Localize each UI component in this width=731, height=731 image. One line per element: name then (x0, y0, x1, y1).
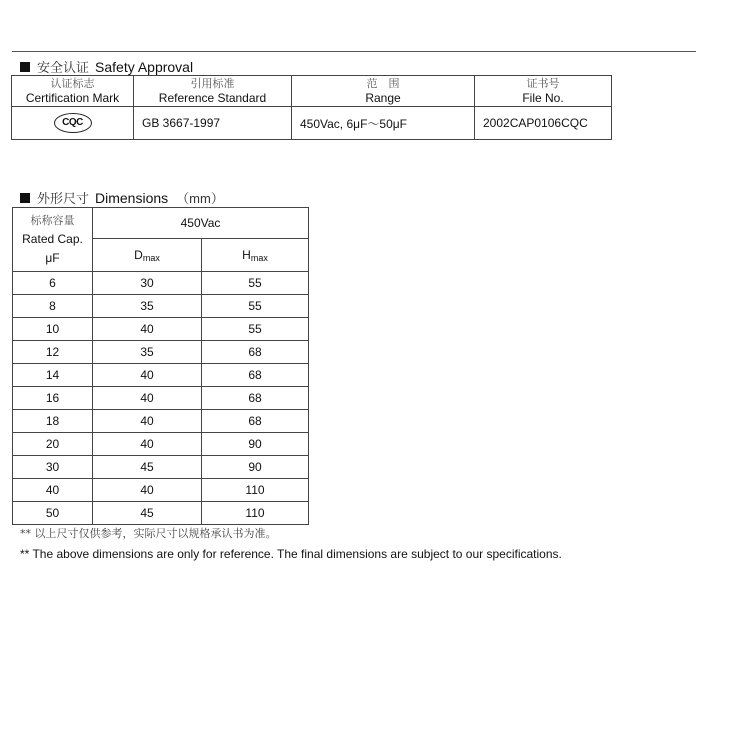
dimensions-unit: （mm） (176, 191, 224, 206)
header-en: Certification Mark (25, 90, 120, 105)
h-max-cell: 68 (202, 364, 309, 387)
rated-cap-cn: 标称容量 (30, 213, 75, 227)
d-max-cell: 40 (93, 410, 202, 433)
d-label: D (134, 247, 143, 262)
file-no-cell: 2002CAP0106CQC (475, 107, 612, 140)
square-bullet-icon (20, 193, 30, 203)
rated-cap-cell: 40 (13, 479, 93, 502)
rated-cap-cell: 14 (13, 364, 93, 387)
d-sub: max (142, 252, 160, 263)
note-cn: ** 以上尺寸仅供参考，实际尺寸以规格承认书为准。 (20, 527, 277, 540)
safety-approval-table (11, 75, 612, 140)
h-max-cell: 90 (202, 433, 309, 456)
d-max-cell: 40 (93, 479, 202, 502)
d-max-header (93, 239, 202, 272)
safety-title-cn: 安全认证 (37, 61, 90, 76)
rated-cap-cell: 6 (13, 272, 93, 295)
rated-cap-cell: 10 (13, 318, 93, 341)
rated-cap-cell: 12 (13, 341, 93, 364)
d-max-cell: 40 (93, 433, 202, 456)
table-row (13, 456, 309, 479)
header-cn: 认证标志 (50, 76, 95, 90)
dim-header-row-1 (13, 208, 309, 239)
d-max-cell: 45 (93, 502, 202, 525)
header-en: File No. (522, 90, 564, 105)
table-row (13, 295, 309, 318)
table-row (13, 272, 309, 295)
h-label: H (242, 247, 251, 262)
d-max-cell: 40 (93, 387, 202, 410)
header-certification-mark (12, 76, 134, 107)
rated-cap-cell: 16 (13, 387, 93, 410)
dimensions-body (13, 272, 309, 525)
safety-title-en: Safety Approval (95, 59, 194, 75)
rated-cap-en: Rated Cap. (22, 231, 83, 246)
header-cn: 范 围 (366, 76, 400, 90)
table-row (13, 502, 309, 525)
dimensions-heading (20, 188, 224, 207)
rated-cap-header (13, 208, 93, 272)
header-file-no (475, 76, 612, 107)
voltage-header: 450Vac (93, 208, 309, 239)
header-en: Range (365, 90, 401, 105)
dimensions-table (12, 207, 309, 525)
h-max-cell: 110 (202, 479, 309, 502)
reference-standard-cell: GB 3667-1997 (134, 107, 292, 140)
safety-header-row (12, 76, 612, 107)
certification-mark-cell (12, 107, 134, 140)
dimensions-title-en: Dimensions (95, 190, 169, 206)
table-row (13, 341, 309, 364)
header-range (292, 76, 475, 107)
table-row (13, 479, 309, 502)
d-max-cell: 30 (93, 272, 202, 295)
rated-cap-cell: 18 (13, 410, 93, 433)
header-reference-standard (134, 76, 292, 107)
h-max-cell: 68 (202, 410, 309, 433)
d-max-cell: 35 (93, 341, 202, 364)
d-max-cell: 35 (93, 295, 202, 318)
cqc-logo-icon: CQC (54, 113, 92, 133)
table-row (13, 364, 309, 387)
table-row (13, 410, 309, 433)
table-row (13, 387, 309, 410)
rated-cap-cell: 8 (13, 295, 93, 318)
square-bullet-icon (20, 62, 30, 72)
table-row (13, 318, 309, 341)
header-en: Reference Standard (158, 90, 267, 105)
header-cn: 证书号 (526, 76, 560, 90)
safety-data-row (12, 107, 612, 140)
h-max-cell: 55 (202, 272, 309, 295)
h-max-cell: 55 (202, 295, 309, 318)
h-max-cell: 90 (202, 456, 309, 479)
d-max-cell: 40 (93, 318, 202, 341)
h-max-cell: 68 (202, 341, 309, 364)
table-row (13, 433, 309, 456)
range-cell: 450Vac, 6μF～50μF (292, 107, 475, 140)
rated-cap-unit: μF (45, 250, 60, 265)
rated-cap-cell: 30 (13, 456, 93, 479)
h-max-cell: 55 (202, 318, 309, 341)
h-max-cell: 110 (202, 502, 309, 525)
h-max-header (202, 239, 309, 272)
d-max-cell: 40 (93, 364, 202, 387)
h-sub: max (250, 252, 268, 263)
note-en: ** The above dimensions are only for reference. The final dimensions are subject to our specifications. (20, 547, 562, 561)
h-max-cell: 68 (202, 387, 309, 410)
dimensions-title-cn: 外形尺寸 (37, 192, 90, 207)
top-divider-line (12, 51, 696, 52)
rated-cap-cell: 50 (13, 502, 93, 525)
header-cn: 引用标准 (190, 76, 235, 90)
safety-approval-heading (20, 57, 193, 76)
rated-cap-cell: 20 (13, 433, 93, 456)
d-max-cell: 45 (93, 456, 202, 479)
